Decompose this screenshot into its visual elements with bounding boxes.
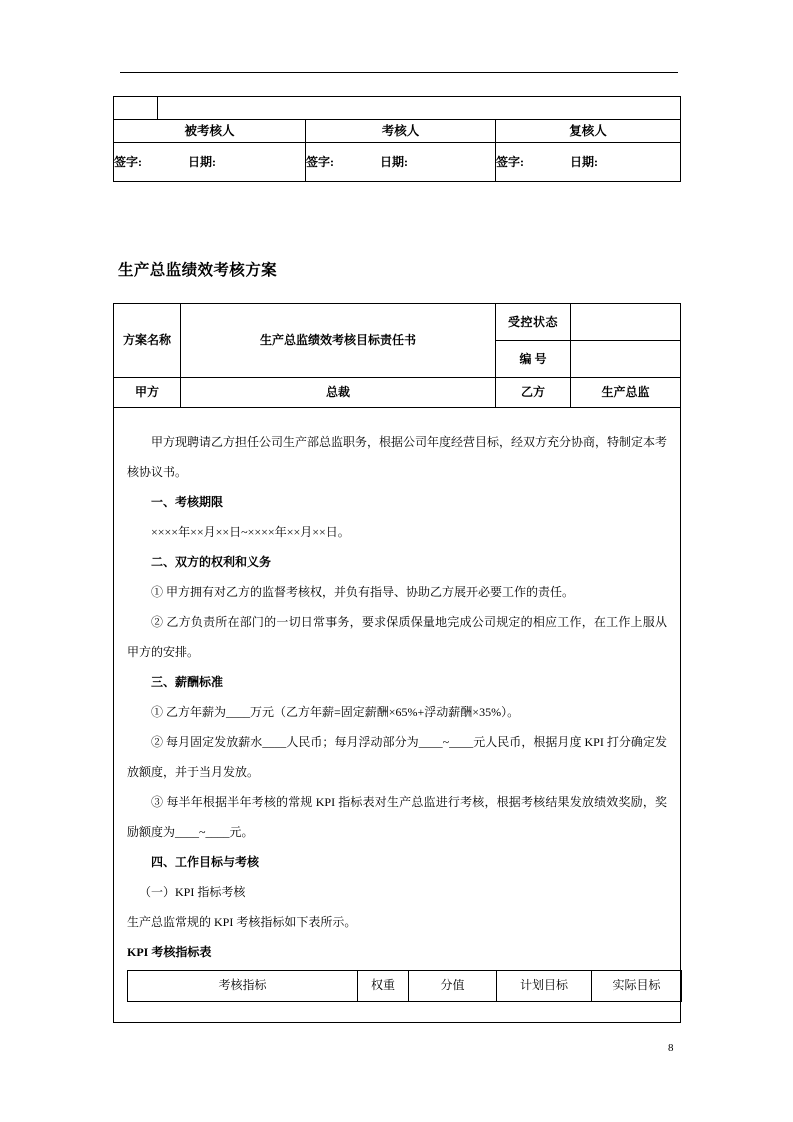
signature-fields-assessee xyxy=(114,143,306,182)
kpi-header-actual-target: 实际目标 xyxy=(592,970,682,1001)
table-row xyxy=(114,97,681,120)
header-rule xyxy=(120,72,678,73)
section-heading-1: 一、考核期限 xyxy=(151,494,224,509)
preamble-paragraph: 甲方现聘请乙方担任公司生产部总监职务，根据公司年度经营目标，经双方充分协商，特制定本考核协议书。 xyxy=(127,434,668,479)
section-3-paragraph-1: ① 乙方年薪为____万元（乙方年薪=固定薪酬×65%+浮动薪酬×35%）。 xyxy=(151,704,520,719)
table-row xyxy=(114,143,681,182)
party-a-value: 总裁 xyxy=(181,378,496,408)
signature-label: 签字: xyxy=(114,154,142,169)
plan-name-value: 生产总监绩效考核目标责任书 xyxy=(181,304,496,378)
signature-blank-cell-left xyxy=(114,97,158,120)
date-label: 日期: xyxy=(380,154,408,169)
section-4-paragraph-1: （一）KPI 指标考核 xyxy=(139,884,246,899)
table-row xyxy=(128,970,682,1001)
kpi-header-weight: 权重 xyxy=(358,970,409,1001)
date-label: 日期: xyxy=(188,154,216,169)
document-number-label: 编 号 xyxy=(496,341,571,378)
section-heading-2: 二、双方的权利和义务 xyxy=(151,554,272,569)
document-number-value[interactable] xyxy=(571,341,681,378)
kpi-header-plan-target: 计划目标 xyxy=(497,970,592,1001)
signature-header-reviewer: 复核人 xyxy=(496,120,681,143)
section-3-paragraph-2: ② 每月固定发放薪水____人民币；每月浮动部分为____~____元人民币，根据月度 KPI 打分确定发放额度，并于当月发放。 xyxy=(127,734,667,779)
page-number: 8 xyxy=(668,1042,674,1054)
table-row xyxy=(114,304,681,341)
kpi-header-indicator: 考核指标 xyxy=(128,970,358,1001)
page-title: 生产总监绩效考核方案 xyxy=(118,262,278,279)
signature-label: 签字: xyxy=(496,154,524,169)
party-b-value: 生产总监 xyxy=(571,378,681,408)
table-row xyxy=(114,120,681,143)
section-4-paragraph-2: 生产总监常规的 KPI 考核指标如下表所示。 xyxy=(127,914,357,929)
signature-header-assessee: 被考核人 xyxy=(114,120,306,143)
date-label: 日期: xyxy=(570,154,598,169)
table-row xyxy=(114,408,681,1023)
controlled-status-label: 受控状态 xyxy=(496,304,571,341)
plan-table xyxy=(113,303,681,1023)
signature-fields-reviewer xyxy=(496,143,681,182)
kpi-header-score: 分值 xyxy=(409,970,497,1001)
section-heading-4: 四、工作目标与考核 xyxy=(151,854,260,869)
section-3-paragraph-3: ③ 每半年根据半年考核的常规 KPI 指标表对生产总监进行考核，根据考核结果发放绩效奖励，奖励额度为____~____元。 xyxy=(127,794,667,839)
plan-name-label: 方案名称 xyxy=(114,304,181,378)
section-1-paragraph-1: ××××年××月××日~××××年××月××日。 xyxy=(151,524,350,539)
signature-fields-assessor xyxy=(306,143,496,182)
party-b-label: 乙方 xyxy=(496,378,571,408)
signature-header-assessor: 考核人 xyxy=(306,120,496,143)
section-2-paragraph-2: ② 乙方负责所在部门的一切日常事务，要求保质保量地完成公司规定的相应工作，在工作上服从甲方的安排。 xyxy=(127,614,667,659)
section-2-paragraph-1: ① 甲方拥有对乙方的监督考核权，并负有指导、协助乙方展开必要工作的责任。 xyxy=(151,584,575,599)
controlled-status-value[interactable] xyxy=(571,304,681,341)
signature-blank-cell-right xyxy=(158,97,681,120)
kpi-indicator-table xyxy=(127,970,682,1002)
signature-label: 签字: xyxy=(306,154,334,169)
signature-table xyxy=(113,96,681,182)
party-a-label: 甲方 xyxy=(114,378,181,408)
agreement-body xyxy=(114,408,681,1023)
kpi-table-caption: KPI 考核指标表 xyxy=(127,944,212,959)
section-heading-3: 三、薪酬标准 xyxy=(151,674,224,689)
table-row xyxy=(114,378,681,408)
